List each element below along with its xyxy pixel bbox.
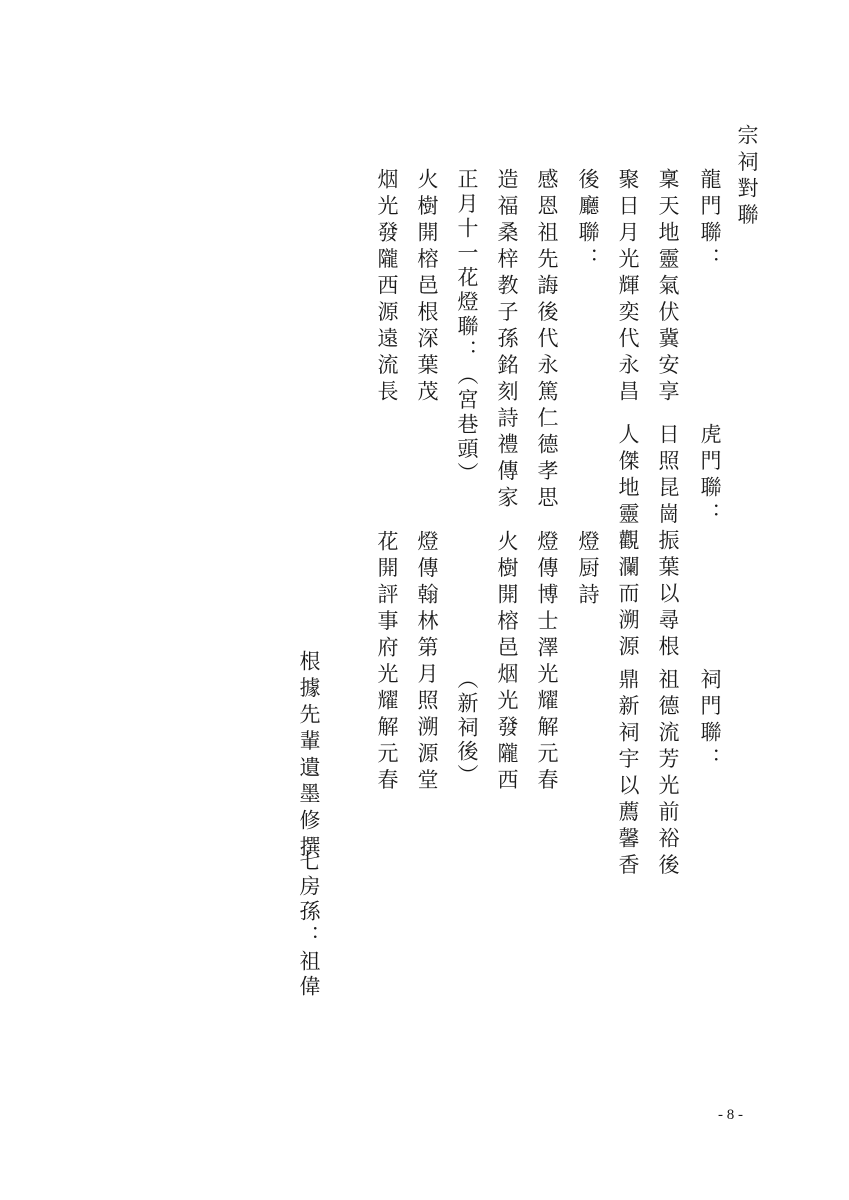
dragon-gate-line-2: 聚日月光輝奕代永昌 <box>616 168 640 407</box>
lantern-festival-line-2: 烟光發隴西源遠流長 <box>375 168 399 407</box>
attribution-author: 七房孫：祖偉 <box>297 850 321 1000</box>
lantern-kitchen-label: 燈厨詩 <box>576 530 600 610</box>
lantern-kitchen-line-1: 燈傳博士澤光耀解元春 <box>535 530 559 795</box>
new-shrine-label: （新祠後） <box>455 668 479 788</box>
rear-hall-line-1: 感恩祖先誨後代永篤仁德孝思 <box>535 168 559 513</box>
shrine-gate-label: 祠門聯： <box>698 668 722 774</box>
tiger-gate-line-2: 人傑地靈觀瀾而溯源 <box>616 423 640 662</box>
tiger-gate-label: 虎門聯： <box>698 423 722 529</box>
shrine-gate-line-2: 鼎新祠宇以薦馨香 <box>616 668 640 880</box>
new-shrine-line-2: 花開評事府光耀解元春 <box>375 530 399 795</box>
rear-hall-label: 後廳聯： <box>576 168 600 274</box>
shrine-gate-line-1: 祖德流芳光前裕後 <box>656 668 680 880</box>
page-heading: 宗祠對聯 <box>735 124 759 230</box>
lantern-kitchen-line-2: 火樹開榕邑烟光發隴西 <box>495 530 519 795</box>
dragon-gate-line-1: 稟天地靈氣伏冀安享 <box>656 168 680 407</box>
tiger-gate-line-1: 日照昆崗振葉以尋根 <box>656 423 680 662</box>
lantern-festival-label: 正月十一花燈聯：（宮巷頭） <box>455 168 479 487</box>
dragon-gate-label: 龍門聯： <box>698 168 722 274</box>
attribution-source: 根據先輩遺墨修撰 <box>297 650 321 862</box>
rear-hall-line-2: 造福桑梓教子孫銘刻詩禮傳家 <box>495 168 519 513</box>
new-shrine-line-1: 燈傳翰林第月照溯源堂 <box>415 530 439 795</box>
page-number: - 8 - <box>718 1107 743 1123</box>
lantern-festival-line-1: 火樹開榕邑根深葉茂 <box>415 168 439 407</box>
